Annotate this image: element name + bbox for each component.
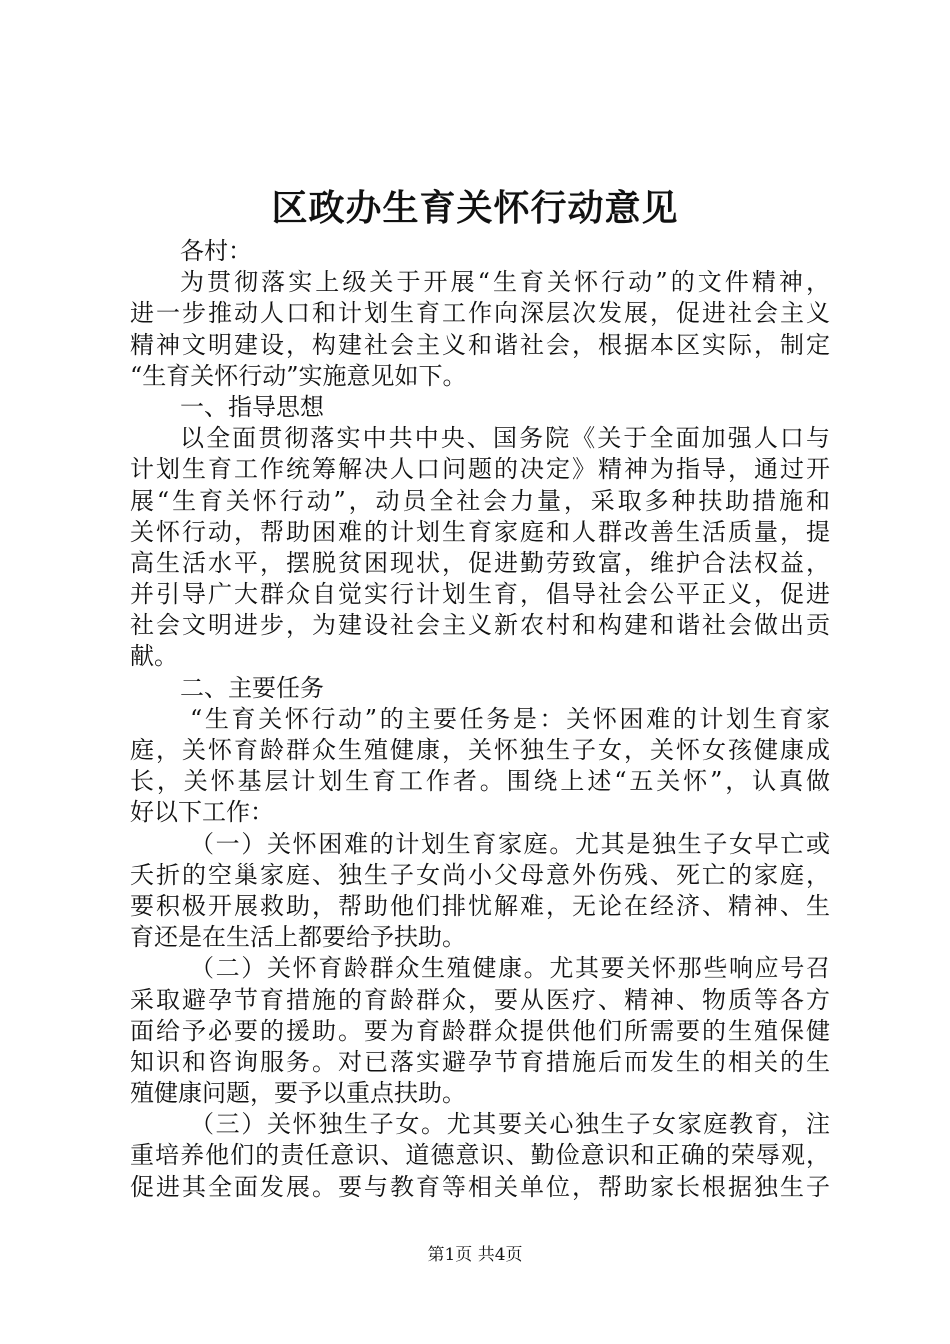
document-title: 区政办生育关怀行动意见 — [271, 187, 679, 229]
paragraph-line: 长，关怀基层计划生育工作者。围绕上述“五关怀”，认真做 — [130, 767, 830, 796]
document-body — [130, 236, 830, 1203]
paragraph-line: “生育关怀行动”的主要任务是：关怀困难的计划生育家 — [190, 704, 830, 733]
paragraph-line: 要积极开展救助，帮助他们排忧解难，无论在经济、精神、生 — [130, 891, 830, 920]
paragraph-line: 殖健康问题，要予以重点扶助。 — [130, 1079, 466, 1108]
paragraph-line: 庭，关怀育龄群众生殖健康，关怀独生子女，关怀女孩健康成 — [130, 736, 830, 764]
paragraph-line: 社会文明进步，为建设社会主义新农村和构建和谐社会做出贡 — [130, 611, 830, 640]
paragraph-line: 好以下工作： — [130, 798, 274, 827]
paragraph-line: 面给予必要的援助。要为育龄群众提供他们所需要的生殖保健 — [130, 1016, 830, 1045]
paragraph-line: 促进其全面发展。要与教育等相关单位，帮助家长根据独生子 — [130, 1172, 830, 1201]
paragraph-line: 知识和咨询服务。对已落实避孕节育措施后而发生的相关的生 — [130, 1047, 830, 1076]
paragraph-line: 展“生育关怀行动”，动员全社会力量，采取多种扶助措施和 — [130, 486, 830, 515]
paragraph-line: 并引导广大群众自觉实行计划生育，倡导社会公平正义，促进 — [130, 580, 830, 609]
paragraph-line: 计划生育工作统筹解决人口问题的决定》精神为指导，通过开 — [130, 455, 830, 484]
paragraph-line: 夭折的空巢家庭、独生子女尚小父母意外伤残、死亡的家庭， — [130, 860, 830, 889]
paragraph-line: 各村： — [180, 237, 252, 265]
paragraph-line: 精神文明建设，构建社会主义和谐社会，根据本区实际，制定 — [130, 330, 830, 359]
paragraph-line: 采取避孕节育措施的育龄群众，要从医疗、精神、物质等各方 — [130, 985, 830, 1014]
paragraph-line: 关怀行动，帮助困难的计划生育家庭和人群改善生活质量，提 — [130, 517, 830, 546]
paragraph-line: “生育关怀行动”实施意见如下。 — [130, 361, 467, 390]
paragraph-line: 重培养他们的责任意识、道德意识、勤俭意识和正确的荣辱观， — [130, 1141, 830, 1170]
paragraph-line: 高生活水平，摆脱贫困现状，促进勤劳致富，维护合法权益， — [130, 548, 830, 577]
paragraph-line: （一）关怀困难的计划生育家庭。尤其是独生子女早亡或 — [190, 829, 830, 858]
paragraph-line: （三）关怀独生子女。尤其要关心独生子女家庭教育，注 — [190, 1110, 830, 1139]
paragraph-line: 献。 — [130, 642, 178, 671]
paragraph-line: 育还是在生活上都要给予扶助。 — [130, 923, 466, 952]
paragraph-line: 二、主要任务 — [180, 673, 324, 702]
paragraph-line: （二）关怀育龄群众生殖健康。尤其要关怀那些响应号召 — [190, 954, 830, 983]
page-footer: 第1页 共4页 — [427, 1245, 523, 1265]
paragraph-line: 以全面贯彻落实中共中央、国务院《关于全面加强人口与 — [180, 424, 830, 453]
paragraph-line: 一、指导思想 — [180, 392, 324, 421]
paragraph-line: 为贯彻落实上级关于开展“生育关怀行动”的文件精神， — [180, 268, 830, 297]
paragraph-line: 进一步推动人口和计划生育工作向深层次发展，促进社会主义 — [130, 299, 830, 328]
